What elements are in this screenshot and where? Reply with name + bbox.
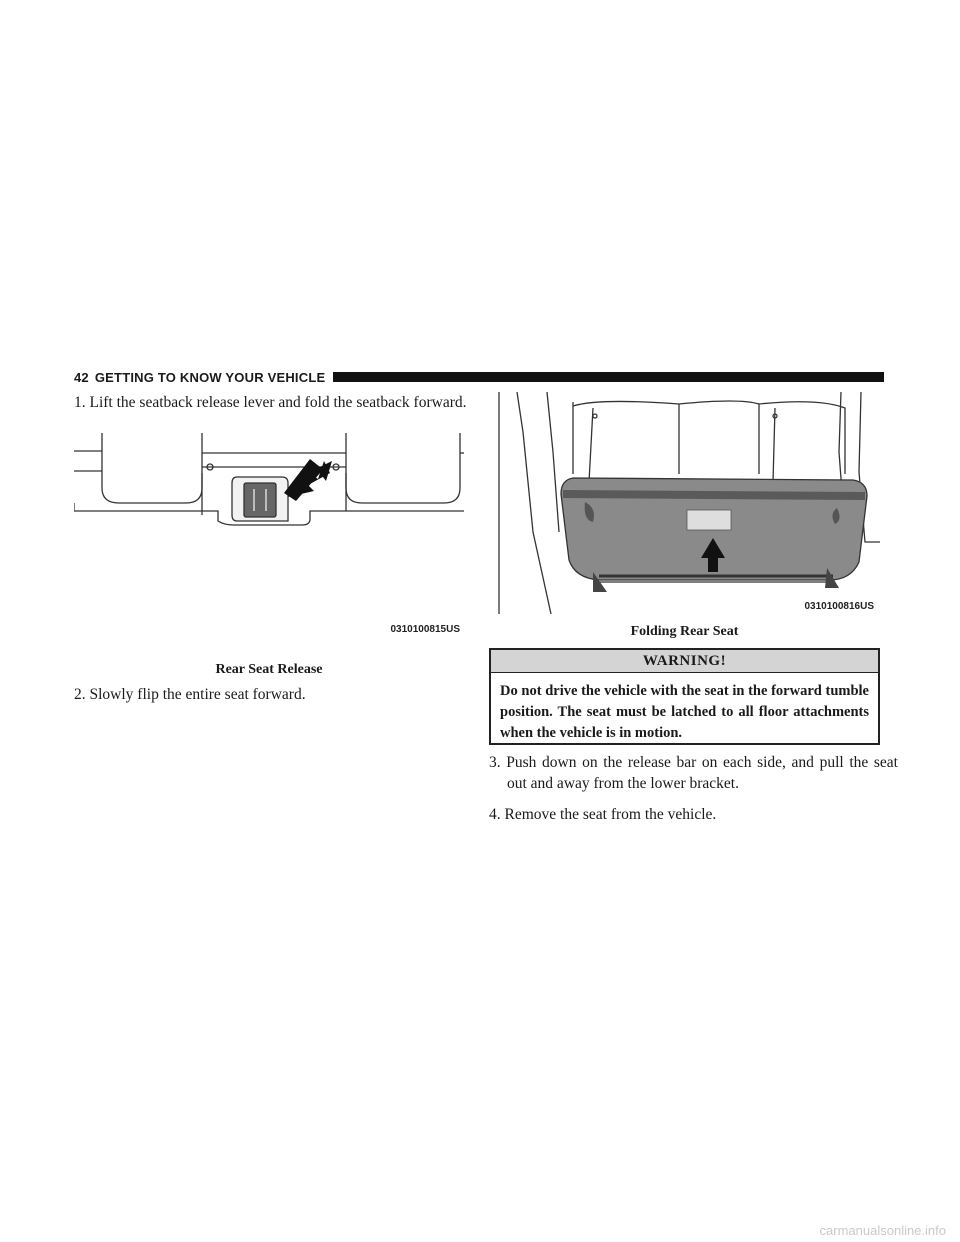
section-title: GETTING TO KNOW YOUR VEHICLE [94, 369, 326, 385]
folding-rear-seat-illustration [489, 392, 880, 614]
rear-seat-release-figure [74, 433, 464, 633]
figure-code: 0310100815US [390, 624, 460, 635]
step-2-text: 2. Slowly flip the entire seat forward. [74, 686, 306, 703]
step-4-text: 4. Remove the seat from the vehicle. [489, 806, 717, 823]
warning-text: Do not drive the vehicle with the seat in the forward tumble position. The seat must be latched to all floor attachments when the vehicle is in motion. [500, 683, 869, 741]
folding-rear-seat-figure [489, 392, 880, 614]
figure-code: 0310100816US [804, 601, 874, 612]
page-number: 42 [74, 369, 89, 385]
watermark: carmanualsonline.info [819, 1223, 946, 1238]
figure-caption: Folding Rear Seat [630, 624, 739, 639]
rear-seat-release-illustration [74, 433, 464, 633]
warning-box [489, 648, 880, 745]
header-rule [333, 372, 884, 382]
page-header [74, 368, 884, 386]
step-3-text: 3. Push down on the release bar on each side, and pull the seat out and away from the lower bracket. [489, 754, 898, 792]
warning-title: WARNING! [491, 650, 878, 673]
step-1-text: 1. Lift the seatback release lever and fold the seatback forward. [74, 394, 467, 411]
figure-caption: Rear Seat Release [215, 662, 323, 677]
